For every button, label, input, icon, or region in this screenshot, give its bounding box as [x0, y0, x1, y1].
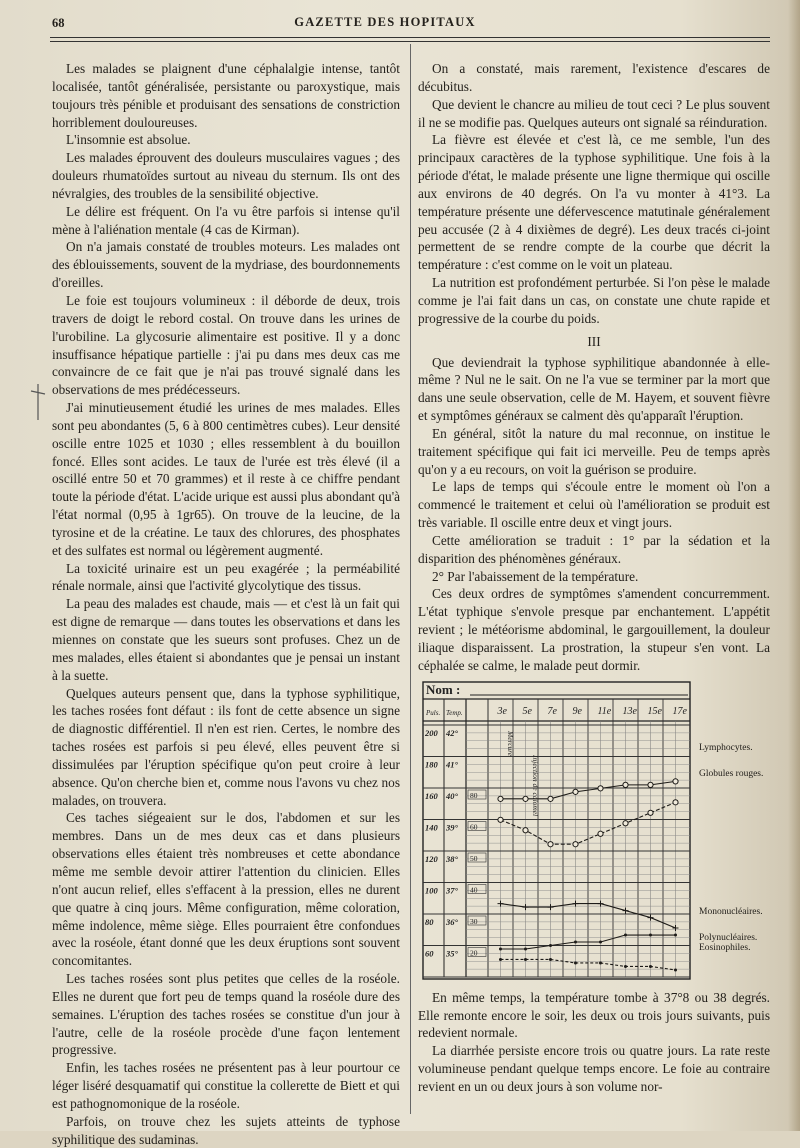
legend-entry: Polynucléaires. [699, 932, 758, 943]
data-point [573, 841, 578, 846]
data-point [648, 810, 653, 815]
data-point [624, 933, 627, 936]
day-label: 9e [572, 705, 582, 717]
running-title: GAZETTE DES HOPITAUX [294, 15, 476, 29]
data-point [574, 961, 577, 964]
header-rule-double [50, 41, 770, 42]
paragraph: Les malades se plaignent d'une céphalalgie intense, tantôt localisée, tantôt généralisée, persistante ou paroxystique, mais toujours très pénible et produisant des sensations de constriction horriblement douloureuses. [52, 61, 400, 130]
paragraph: En général, sitôt la nature du mal reconnue, on institue le traitement spécifique qui fait ici merveille. Peu de temps après qu'on y a eu recours, on voit la guérison se produire. [418, 425, 770, 477]
left-column [52, 60, 400, 1148]
header-rule [50, 37, 770, 38]
data-point [498, 900, 504, 906]
page-number: 68 [52, 16, 65, 30]
paragraph: J'ai minutieusement étudié les urines de mes malades. Elles sont peu abondantes (5, 6 à 800 centimètres cubes). Leur densité oscille entre 1025 et 1030 ; elles ressemblent à du bouillon foncé. Elles sont acides. Le taux de l'urée est très élevé (il a oscillé entre 50 et 70 grammes) et il reste à ce chiffre pendant toute la période d'état. L'acide urique est aussi plus abondant qu'à l'état normal (0,95 à 1gr65). On trouve de la leucine, de la tyrosine et de la créatine. Le taux des chlorures, des phosphates et des sulfates est normal ou légèrement augmenté. [52, 400, 400, 558]
paragraph: Cette amélioration se traduit : 1° par la sédation et la disparition des phénomènes généraux. [418, 532, 770, 566]
margin-pencil-mark [28, 382, 48, 422]
count-box-label: 80 [470, 790, 478, 800]
data-point [674, 968, 677, 971]
data-point [598, 831, 603, 836]
day-label: 17e [672, 705, 687, 717]
count-box-label: 60 [470, 822, 478, 832]
paragraph: Le délire est fréquent. On l'a vu être parfois si intense qu'il mène à l'aliénation mentale (4 cas de Kirman). [52, 203, 400, 237]
data-point [548, 796, 553, 801]
data-point [548, 904, 554, 910]
paragraph: Le laps de temps qui s'écoule entre le moment où l'on a commencé le traitement et celui où l'amélioration se produit est très variable. Il oscille entre deux et vingt jours. [418, 479, 770, 531]
data-point [623, 782, 628, 787]
pulse-header: Puls. [426, 708, 441, 717]
data-point [548, 841, 553, 846]
temp-tick-label: 35° [446, 948, 458, 959]
day-label: 11e [597, 705, 612, 717]
column-divider [410, 44, 411, 1114]
pulse-tick-label: 100 [425, 885, 438, 896]
pulse-tick-label: 60 [425, 948, 434, 959]
data-point [573, 900, 579, 906]
data-point [524, 947, 527, 950]
pulse-tick-label: 200 [425, 727, 438, 738]
temp-tick-label: 36° [446, 916, 458, 927]
paragraph: En même temps, la température tombe à 37°8 ou 38 degrés. Elle remonte encore le soir, les deux ou trois jours suivants, puis redevient normale. [418, 989, 770, 1041]
chart-legend [699, 681, 789, 981]
data-point [674, 933, 677, 936]
legend-entry: Lymphocytes. [699, 742, 753, 753]
paragraph: Que deviendrait la typhose syphilitique abandonnée à elle-même ? Nul ne le sait. On ne l'a vue se terminer par la mort que dans une seule observation, celle de M. Hayem, et souvent fièvre et symptômes généraux se calment dès qu'apparaît l'éruption. [418, 354, 770, 424]
day-label: 15e [647, 705, 662, 717]
data-point [523, 904, 529, 910]
data-point [624, 965, 627, 968]
right-column [418, 60, 770, 1096]
paragraph: La toxicité urinaire est un peu exagérée ; la perméabilité rénale normale, ainsi que l'activité glycolytique des tissus. [52, 560, 400, 594]
right-column-section-paragraphs [418, 354, 770, 675]
pulse-tick-label: 140 [425, 822, 438, 833]
paragraph: On a constaté, mais rarement, l'existence d'escares de décubitus. [418, 61, 770, 94]
pulse-tick-label: 120 [425, 853, 438, 864]
paragraph: Ces taches siégeaient sur le dos, l'abdomen et sur les membres. Dans un de mes deux cas et dans plusieurs observations elles étaient très nombreuses et cette abondance même me semble devoir attirer l'attention du clinicien. Elles n'ont aucun relief, elles s'effacent à la pression, elles ne durent que quatre à cinq jours. Même configuration, même coloration, même indolence, même siège. Elles pourraient être confondues avec la roséole, étant donné que les deux éruptions sont souvent concomitantes. [52, 810, 400, 969]
data-point [499, 958, 502, 961]
paragraph: La peau des malades est chaude, mais — et c'est là un fait qui est digne de remarque — dans toutes les observations et dans les miennes on constate que les sueurs sont profuses. Chez un de mes malades, elles étaient si abondantes que je pensai un instant à la suette. [52, 596, 400, 683]
data-point [623, 820, 628, 825]
pulse-tick-label: 160 [425, 790, 438, 801]
page-edge-shadow [788, 0, 800, 1131]
pulse-tick-label: 80 [425, 916, 434, 927]
count-box-label: 30 [470, 916, 478, 926]
count-box-label: 50 [470, 853, 478, 863]
data-point [523, 796, 528, 801]
data-point [574, 940, 577, 943]
paragraph: On n'a jamais constaté de troubles moteurs. Les malades ont des éblouissements, souvent de la mydriase, des bourdonnements d'oreilles. [52, 239, 400, 291]
temp-header: Temp. [446, 708, 463, 717]
paragraph: Enfin, les taches rosées ne présentent pas à leur pourtour ce léger liséré desquamatif qui constitue la collerette de Biett et qui est pathognomonique de la roséole. [52, 1060, 400, 1111]
data-point [499, 947, 502, 950]
data-point [523, 827, 528, 832]
paragraph: Que devient le chancre au milieu de tout ceci ? Le plus souvent il ne se modifie pas. Quelques auteurs ont signalé sa réinduration. [418, 96, 770, 130]
count-box-label: 20 [470, 948, 478, 958]
legend-entry: Globules rouges. [699, 768, 764, 779]
paragraph: Le foie est toujours volumineux : il déborde de deux, trois travers de doigt le rebord costal. On trouve dans les urines de l'urobiline. La glycosurie alimentaire est positive. Il y a donc insuffisance hépatique partielle : j'ai pu dans mes deux cas me convaincre de ce fait que je n'ai pas trouvé signalé dans les observations de mes prédécesseurs. [52, 292, 400, 398]
count-box-label: 40 [470, 885, 478, 895]
paragraph: L'insomnie est absolue. [66, 132, 191, 148]
legend-entry: Mononucléaires. [699, 906, 763, 917]
temp-tick-label: 42° [446, 727, 458, 738]
temperature-chart [422, 681, 764, 981]
right-column-bottom-paragraphs [418, 989, 770, 1096]
data-point [673, 925, 679, 931]
data-point [599, 961, 602, 964]
data-point [649, 933, 652, 936]
paragraph: La diarrhée persiste encore trois ou quatre jours. La rate reste volumineuse pendant quelque temps encore. Le foie au contraire revient en un ou deux jours à son volume nor- [418, 1043, 770, 1094]
day-label: 5e [522, 705, 532, 717]
data-point [598, 785, 603, 790]
temp-tick-label: 38° [446, 853, 458, 864]
paragraph: Ces deux ordres de symptômes s'amendent concurremment. L'état typhique s'envole presque par enchantement. L'appétit revient ; le météorisme abdominal, le gargouillement, la douleur iliaque disparaissent. La prostration, la stupeur s'en vont. La céphalée se calme, le malade peut dormir. [418, 586, 770, 673]
data-point [673, 778, 678, 783]
data-point [524, 958, 527, 961]
annotation-label: Mercure [506, 730, 515, 756]
data-point [549, 944, 552, 947]
legend-entry: Eosinophiles. [699, 942, 751, 953]
annotation-label: Injection de calomel [531, 754, 540, 816]
paragraph: Parfois, on trouve chez les sujets atteints de typhose syphilitique des sudaminas. [52, 1113, 400, 1147]
data-point [598, 900, 604, 906]
temperature-chart-svg [422, 681, 692, 981]
day-label: 13e [622, 705, 637, 717]
paragraph: 2° Par l'abaissement de la température. [432, 568, 639, 584]
paragraph: Les malades éprouvent des douleurs musculaires vagues ; des douleurs rhumatoïdes surtout au niveau du sternum. Ils ont des névralgies, des troubles de la sensibilité objective. [52, 150, 400, 201]
temp-tick-label: 37° [446, 885, 458, 896]
data-point [549, 958, 552, 961]
paragraph: Les taches rosées sont plus petites que celles de la roséole. Elles ne durent que fort peu de temps quand la roséole dure des semaines. L'éruption des taches rosées se constitue d'un jour à l'autre, celle de la roséole procède d'une façon lentement progressive. [52, 971, 400, 1058]
data-point [599, 940, 602, 943]
right-column-top-paragraphs [418, 60, 770, 328]
paragraph: La nutrition est profondément perturbée. Si l'on pèse le malade comme je l'ai fait dans un cas, on constate une chute rapide et progressive de la courbe du poids. [418, 275, 770, 326]
pulse-tick-label: 180 [425, 759, 438, 770]
temp-tick-label: 40° [446, 790, 458, 801]
section-heading: III [587, 333, 601, 349]
data-point [623, 907, 629, 913]
day-label: 3e [497, 705, 507, 717]
chart-name-label: Nom : [426, 681, 461, 697]
day-label: 7e [547, 705, 557, 717]
data-point [648, 782, 653, 787]
paragraph: La fièvre est élevée et c'est là, ce me semble, l'un des principaux caractères de la typhose syphilitique. Une fois à la période d'état, le malade présente une ligne thermique qui oscille aux environs de 40 degrés. On l'a vu monter à 41°3. La température présente une défervescence matutinale généralement peu accusée (2 à 4 dixièmes de degré). Les deux tracés ci-joint permettent de se rendre compte de la courbe que décrit la température : c'est comme on le voit un plateau. [418, 132, 770, 273]
data-point [649, 965, 652, 968]
data-point [673, 799, 678, 804]
data-point [648, 914, 654, 920]
temp-tick-label: 41° [446, 759, 458, 770]
data-point [498, 817, 503, 822]
temp-tick-label: 39° [446, 822, 458, 833]
paragraph: Quelques auteurs pensent que, dans la typhose syphilitique, les taches rosées font défaut : ils font de cette absence un signe de diagnostic différentiel. Il n'en est rien. Certes, le nombre des taches rosées est parfois si peu élevé, elles peuvent être si dissimulées par l'éruption spécifique qu'on peut croire à leur absence. Qu'on cherche bien et, comme nous l'avons vu chez nos malades, on trouvera. [52, 685, 400, 808]
data-point [498, 796, 503, 801]
data-point [573, 789, 578, 794]
